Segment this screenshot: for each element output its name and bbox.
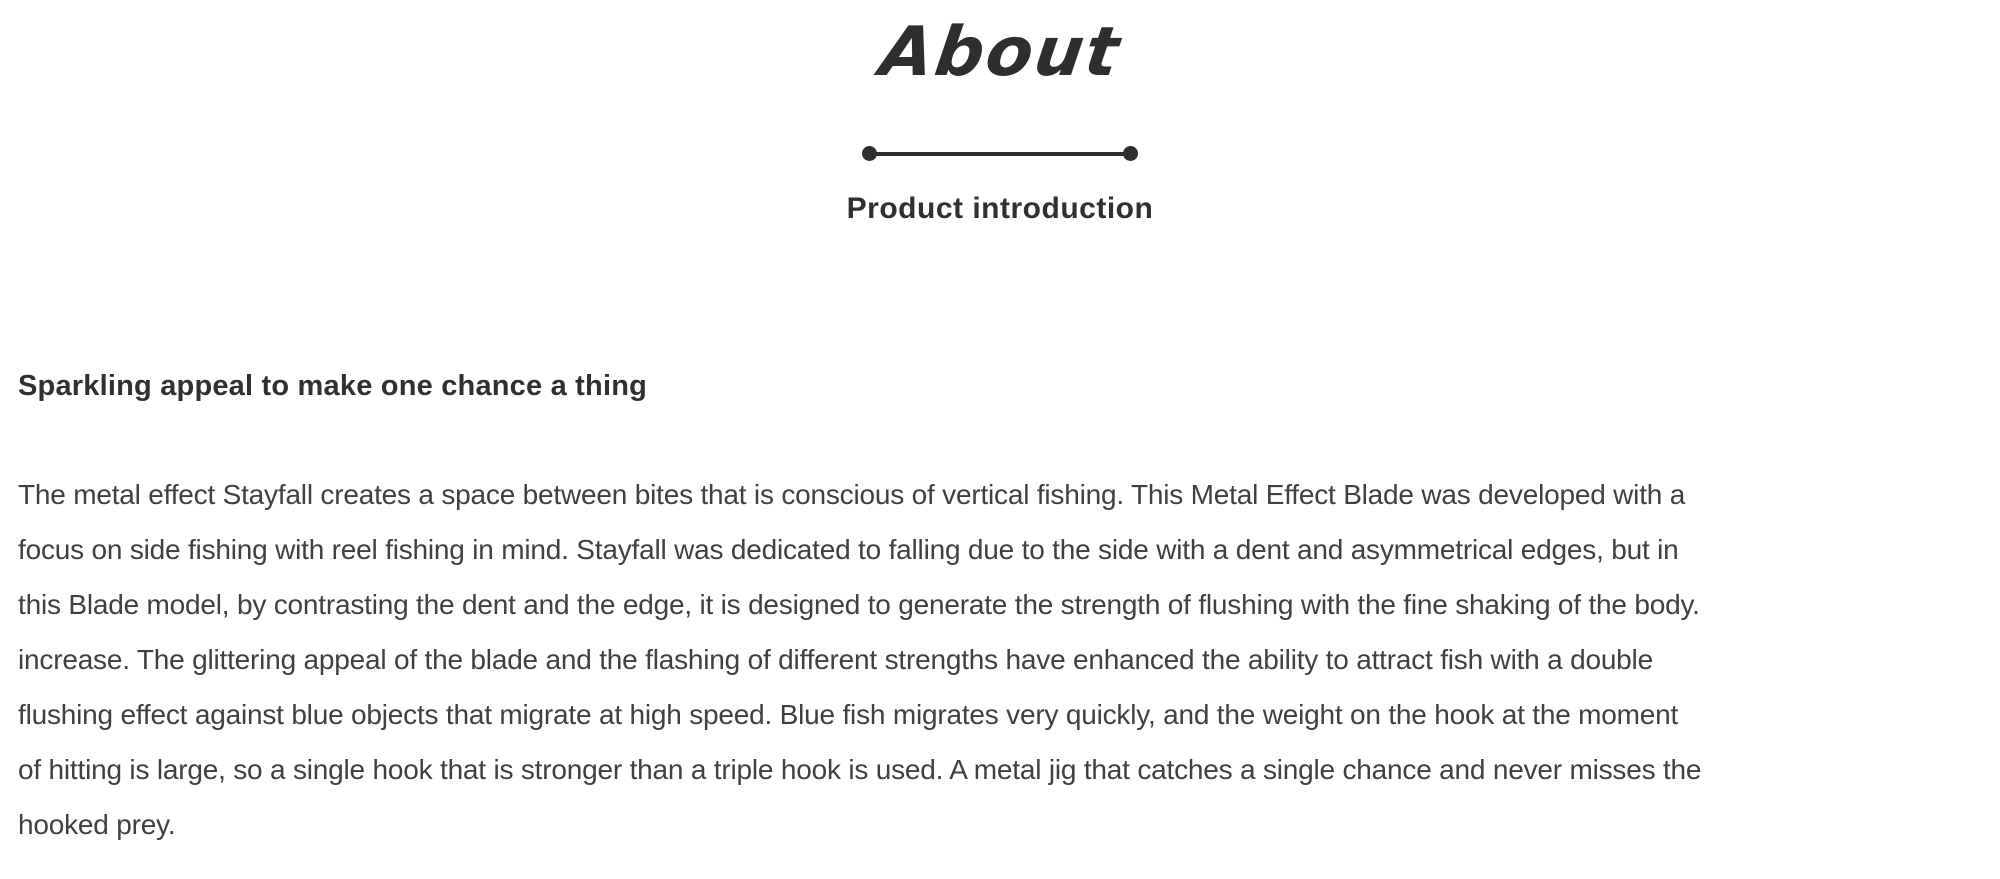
paragraph-line: increase. The glittering appeal of the blade and the flashing of different strengths have enhanced the ability to attract fish with a double bbox=[18, 644, 1653, 675]
paragraph-line: The metal effect Stayfall creates a space between bites that is conscious of vertical fishing. This Metal Effect Blade was developed with a bbox=[18, 479, 1686, 510]
paragraph-line: focus on side fishing with reel fishing in mind. Stayfall was dedicated to falling due to the side with a dent and asymmetrical edges, but in bbox=[18, 534, 1679, 565]
product-introduction-subtitle: Product introduction bbox=[846, 192, 1154, 225]
paragraph-line: of hitting is large, so a single hook that is stronger than a triple hook is used. A metal jig that catches a single chance and never misses the bbox=[18, 754, 1702, 785]
product-description-paragraph bbox=[18, 467, 1982, 852]
product-description-section bbox=[0, 369, 2000, 852]
paragraph-line: flushing effect against blue objects that migrate at high speed. Blue fish migrates very quickly, and the weight on the hook at the moment bbox=[18, 699, 1679, 730]
paragraph-line: this Blade model, by contrasting the dent and the edge, it is designed to generate the strength of flushing with the fine shaking of the body. bbox=[18, 589, 1700, 620]
about-section-header bbox=[0, 0, 2000, 227]
paragraph-line: hooked prey. bbox=[18, 809, 176, 840]
divider-line bbox=[875, 152, 1125, 156]
product-tagline-heading: Sparkling appeal to make one chance a thing bbox=[18, 370, 648, 402]
about-title: About bbox=[875, 13, 1126, 92]
divider-dot-right bbox=[1123, 146, 1138, 161]
title-divider bbox=[0, 146, 2000, 161]
